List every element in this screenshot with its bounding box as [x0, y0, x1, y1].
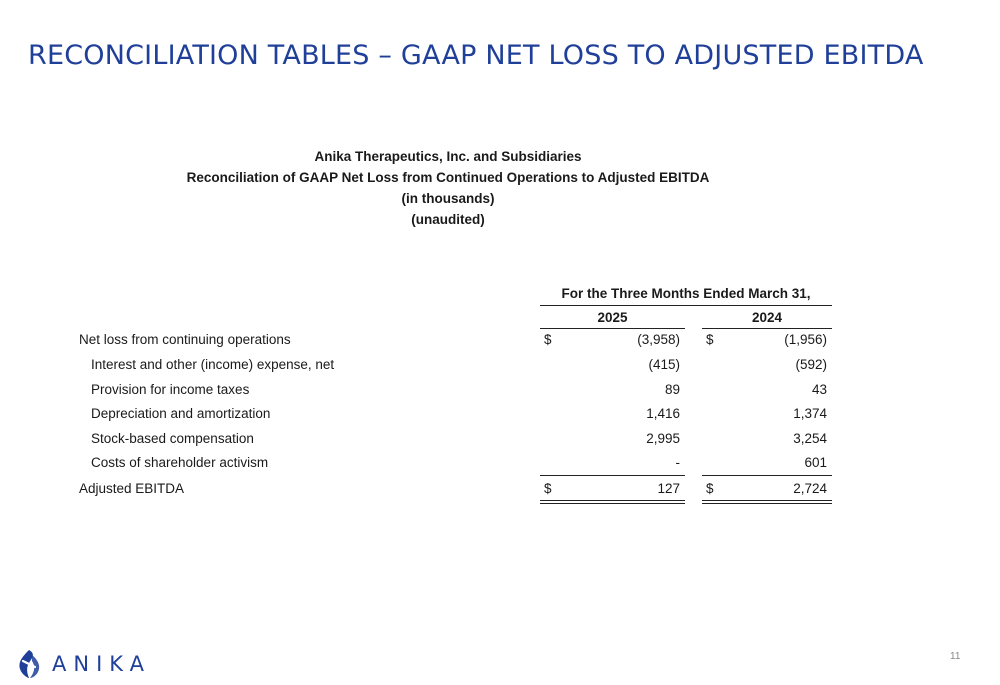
value-stock-compensation-2024: 3,254 — [793, 431, 827, 446]
value-interest-expense-2025: (415) — [648, 357, 680, 372]
total-double-rule-2024-top — [702, 500, 832, 501]
report-audit-status: (unaudited) — [411, 212, 485, 227]
anika-logo — [16, 648, 151, 680]
value-adjusted-ebitda-2025: 127 — [657, 481, 680, 496]
page-number: 11 — [950, 651, 961, 662]
total-double-rule-2025-bottom — [540, 503, 685, 504]
row-label-stock-compensation: Stock-based compensation — [91, 431, 254, 446]
logo-wordmark: ANIKA — [52, 652, 152, 676]
report-units: (in thousands) — [401, 191, 495, 206]
year-2025-rule — [540, 328, 685, 329]
year-2024-rule — [702, 328, 832, 329]
subtotal-rule-2025 — [540, 475, 685, 476]
currency-symbol: $ — [706, 481, 714, 496]
total-double-rule-2025-top — [540, 500, 685, 501]
value-depreciation-2024: 1,374 — [793, 406, 827, 421]
row-label-shareholder-activism: Costs of shareholder activism — [91, 455, 269, 470]
period-header: For the Three Months Ended March 31, — [561, 286, 811, 301]
value-income-taxes-2025: 89 — [664, 382, 680, 397]
currency-symbol: $ — [544, 481, 552, 496]
value-interest-expense-2024: (592) — [795, 357, 827, 372]
anika-logo-icon — [16, 649, 42, 679]
value-income-taxes-2024: 43 — [811, 382, 827, 397]
row-label-net-loss: Net loss from continuing operations — [79, 332, 291, 347]
year-header-2024: 2024 — [751, 310, 783, 325]
value-adjusted-ebitda-2024: 2,724 — [793, 481, 827, 496]
currency-symbol: $ — [706, 332, 714, 347]
row-label-interest-expense: Interest and other (income) expense, net — [91, 357, 335, 372]
company-name: Anika Therapeutics, Inc. and Subsidiaries — [314, 149, 582, 164]
value-shareholder-activism-2024: 601 — [804, 455, 827, 470]
period-header-rule — [540, 305, 832, 306]
row-label-income-taxes: Provision for income taxes — [91, 382, 250, 397]
subtotal-rule-2024 — [702, 475, 832, 476]
report-subtitle: Reconciliation of GAAP Net Loss from Continued Operations to Adjusted EBITDA — [186, 170, 710, 185]
value-net-loss-2025: (3,958) — [637, 332, 680, 347]
value-net-loss-2024: (1,956) — [784, 332, 827, 347]
value-stock-compensation-2025: 2,995 — [646, 431, 680, 446]
slide-title: RECONCILIATION TABLES – GAAP NET LOSS TO ADJUSTED EBITDA — [28, 40, 924, 71]
currency-symbol: $ — [544, 332, 552, 347]
row-label-depreciation: Depreciation and amortization — [91, 406, 271, 421]
value-depreciation-2025: 1,416 — [646, 406, 680, 421]
year-header-2025: 2025 — [597, 310, 628, 325]
row-label-adjusted-ebitda: Adjusted EBITDA — [79, 481, 185, 496]
total-double-rule-2024-bottom — [702, 503, 832, 504]
value-shareholder-activism-2025: - — [675, 455, 680, 470]
